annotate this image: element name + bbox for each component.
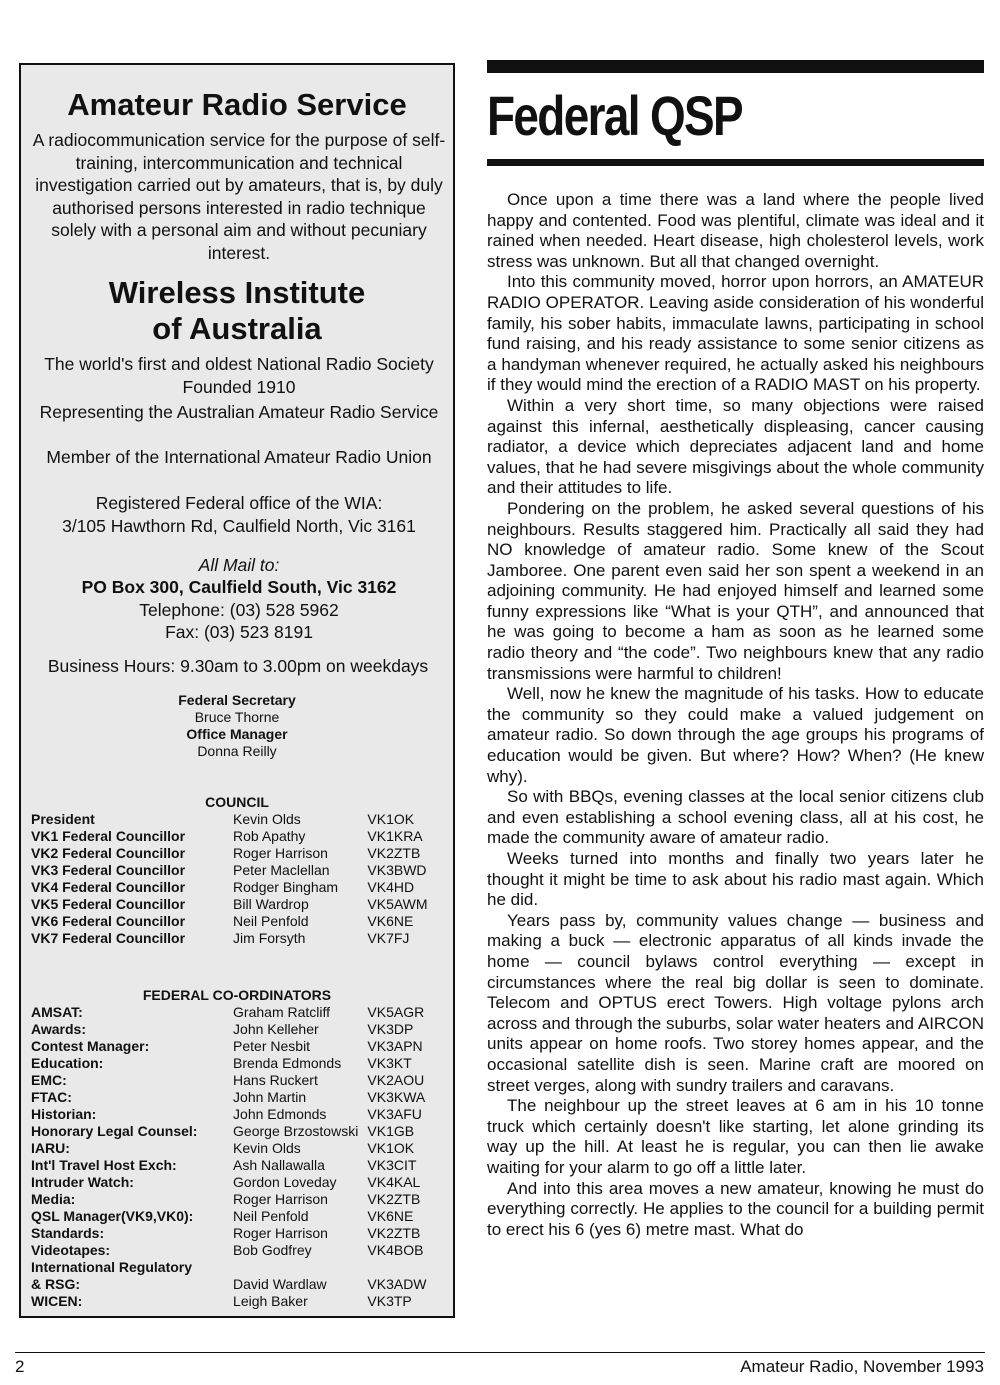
name [233,1259,367,1276]
article-paragraph: Well, now he knew the magnitude of his tasks. How to educate the community so they could make a valued judgement on amateur radio. So down through the age groups his programs of education would be given. But where? How? When? (He knew why). [487,684,984,786]
role: AMSAT: [31,1004,83,1020]
name: Ash Nallawalla [233,1157,325,1173]
article-paragraph: Once upon a time there was a land where the people lived happy and contented. Food was plentiful, climate was ideal and it rained when needed. Heart disease, high cholesterol levels, work stress was unknown. But all that changed overnight. [487,190,984,271]
name: Roger Harrison [233,845,328,861]
wia-member: Member of the International Amateur Radio Union [46,447,432,467]
name: Neil Penfold [233,1208,309,1224]
callsign: VK7FJ [367,930,410,946]
article-paragraph: Weeks turned into months and finally two years later he thought it might be time to ask about his radio mast again. Which he did. [487,849,984,910]
registered-office-label: Registered Federal office of the WIA: [95,493,383,513]
name: Roger Harrison [233,1225,328,1241]
callsign: VK4BOB [367,1242,424,1258]
callsign: VK4HD [367,879,415,895]
role: Videotapes: [31,1242,111,1258]
office-manager-label: Office Manager [186,726,288,742]
service-title: Amateur Radio Service [67,87,407,122]
business-hours: Business Hours: 9.30am to 3.00pm on weekdays [47,656,429,676]
coordinator-row [31,1157,447,1174]
role: IARU: [31,1140,70,1156]
role: Honorary Legal Counsel: [31,1123,198,1139]
coordinators-list [31,1004,447,1310]
callsign: VK3AFU [367,1106,422,1122]
role: VK6 Federal Councillor [31,913,186,929]
title-rule-bottom [487,159,984,166]
name: Kevin Olds [233,811,301,827]
role: Standards: [31,1225,105,1241]
council-row [31,862,447,879]
callsign: VK2ZTB [367,1191,421,1207]
coordinator-row [31,1021,447,1038]
council-row [31,879,447,896]
role: Media: [31,1191,76,1207]
office-address: 3/105 Hawthorn Rd, Caulfield North, Vic 3161 [62,516,416,536]
callsign: VK3CIT [367,1157,417,1173]
name: Leigh Baker [233,1293,308,1309]
name: Rob Apathy [233,828,306,844]
name: Neil Penfold [233,913,309,929]
callsign: VK5AWM [367,896,428,912]
name: John Martin [233,1089,307,1105]
council-row [31,930,447,947]
federal-secretary-name: Bruce Thorne [194,709,280,725]
po-box: PO Box 300, Caulfield South, Vic 3162 [81,577,397,597]
role: VK7 Federal Councillor [31,930,186,946]
staff-list [21,692,453,760]
coordinator-row [31,1208,447,1225]
coordinator-row [31,1259,447,1276]
coordinator-row [31,1293,447,1310]
title-rule-top [487,60,984,73]
article-paragraph: The neighbour up the street leaves at 6 am in his 10 tonne truck which certainly doesn't like starting, let alone grinding its way up the hill. At least he is regular, you can then lie awake waiting for your alarm to go off a little later. [487,1096,984,1177]
callsign: VK3BWD [367,862,427,878]
coordinator-row [31,1174,447,1191]
coordinator-row [31,1242,447,1259]
role: Intruder Watch: [31,1174,134,1190]
role: Int'l Travel Host Exch: [31,1157,177,1173]
callsign: VK2ZTB [367,845,421,861]
wia-title [21,275,453,347]
article-paragraph: Years pass by, community values change — business and making a buck — electronic apparatus of all kinds invade the home — council bylaws control everything — except in circumstances where the real big dollar is seen to dominate. Telecom and OPTUS erect Towers. High voltage pylons arch across and through the suburbs, solar water heaters and AIRCON units appear on home roofs. Two storey homes appear, and the occasional satellite dish is seen. Marine craft are moored on street verges, along with sundry trailers and caravans. [487,910,984,1095]
coordinator-row [31,1276,447,1293]
coordinator-row [31,1140,447,1157]
article-paragraph: And into this area moves a new amateur, knowing he must do everything correctly. He applies to the council for a building permit to erect his 6 (yes 6) metre mast. What do [487,1178,984,1239]
coordinator-row [31,1225,447,1242]
footer-rule [15,1352,985,1353]
name: Graham Ratcliff [233,1004,331,1020]
telephone: Telephone: (03) 528 5962 [139,600,339,620]
callsign: VK3ADW [367,1276,427,1292]
role: QSL Manager(VK9,VK0): [31,1208,194,1224]
name: John Edmonds [233,1106,327,1122]
role: President [31,811,95,827]
coordinator-row [31,1004,447,1021]
role: Historian: [31,1106,97,1122]
callsign [367,1259,447,1276]
fax: Fax: (03) 523 8191 [165,622,313,642]
callsign: VK1OK [367,1140,415,1156]
callsign: VK3KWA [367,1089,426,1105]
council-row [31,913,447,930]
name: Roger Harrison [233,1191,328,1207]
role: VK4 Federal Councillor [31,879,186,895]
wia-founded: The world's first and oldest National Radio Society Founded 1910 [44,354,434,397]
callsign: VK2AOU [367,1072,425,1088]
role: WICEN: [31,1293,83,1309]
role: VK5 Federal Councillor [31,896,186,912]
council-row [31,896,447,913]
coordinator-row [31,1055,447,1072]
wia-title-line2: of Australia [152,311,322,346]
callsign: VK3TP [367,1293,412,1309]
coordinator-row [31,1072,447,1089]
service-description: A radiocommunication service for the purpose of self-training, intercommunication and technical investigation carried out by amateurs, that is, by duly authorised persons interested in radio technique solely with a personal aim and without pecuniary interest. [32,130,446,263]
callsign: VK3DP [367,1021,414,1037]
article-paragraph: So with BBQs, evening classes at the local senior citizens club and even establishing a school evening class, all at his cost, he made the community aware of amateur radio. [487,787,984,848]
article-paragraph: Pondering on the problem, he asked several questions of his neighbours. Results staggered him. Practically all said they had NO knowledge of amateur radio. Some knew of the Scout Jamboree. One parent even said her son spent a weekend in an adjoining community. He had enjoyed himself and learned some funny expressions like “What is your QTH”, and announced that he was going to become a ham as soon as he learned some radio theory and “the code”. Two neighbours knew that any radio transmissions were harmful to children! [487,498,984,683]
callsign: VK1OK [367,811,415,827]
article-title: Federal QSP [487,84,743,147]
callsign: VK2ZTB [367,1225,421,1241]
name: Brenda Edmonds [233,1055,342,1071]
name: Bill Wardrop [233,896,309,912]
name: George Brzostowski [233,1123,359,1139]
role: FTAC: [31,1089,72,1105]
name: Peter Maclellan [233,862,330,878]
council-row [31,845,447,862]
callsign: VK3KT [367,1055,412,1071]
role: Awards: [31,1021,86,1037]
article-paragraph: Into this community moved, horror upon horrors, an AMATEUR RADIO OPERATOR. Leaving aside consideration of his wonderful family, his sober habits, immaculate lawns, participating in school fund raising, and his ready assistance to some senior citizens as a handyman whenever required, he actually asked his neighbours if they would mind the erection of a RADIO MAST on his property. [487,272,984,395]
wia-representing: Representing the Australian Amateur Radio Service [39,402,439,422]
coordinator-row [31,1038,447,1055]
role: VK2 Federal Councillor [31,845,186,861]
name: Hans Ruckert [233,1072,318,1088]
role: VK1 Federal Councillor [31,828,186,844]
name: Bob Godfrey [233,1242,312,1258]
coordinator-row [31,1089,447,1106]
council-row [31,811,447,828]
role: Contest Manager: [31,1038,150,1054]
name: John Kelleher [233,1021,319,1037]
name: Rodger Bingham [233,879,339,895]
callsign: VK6NE [367,913,414,929]
callsign: VK1KRA [367,828,423,844]
article-body [487,190,984,1240]
role: EMC: [31,1072,67,1088]
page-number: 2 [15,1357,25,1376]
article-paragraph: Within a very short time, so many objections were raised against this infernal, aesthetically displeasing, cancer causing radiator, a device which depreciates adjacent land and home values, that he had severe misgivings about the whole community and their attitudes to life. [487,395,984,498]
callsign: VK6NE [367,1208,414,1224]
role: International Regulatory [31,1259,193,1275]
council-heading: COUNCIL [205,794,269,810]
callsign: VK1GB [367,1123,415,1139]
role: Education: [31,1055,104,1071]
office-manager-name: Donna Reilly [197,743,277,759]
callsign: VK4KAL [367,1174,421,1190]
coordinators-heading: FEDERAL CO-ORDINATORS [142,987,332,1003]
mail-label: All Mail to: [198,555,280,575]
name: Jim Forsyth [233,930,306,946]
service-info-box [19,63,455,1318]
coordinator-row [31,1123,447,1140]
callsign: VK3APN [367,1038,423,1054]
wia-title-line1: Wireless Institute [108,275,366,310]
council-list [31,811,447,947]
name: Gordon Loveday [233,1174,337,1190]
name: Kevin Olds [233,1140,301,1156]
coordinator-row [31,1191,447,1208]
role: & RSG: [31,1276,80,1292]
name: David Wardlaw [233,1276,327,1292]
name: Peter Nesbit [233,1038,311,1054]
callsign: VK5AGR [367,1004,425,1020]
publication-line: Amateur Radio, November 1993 [740,1357,984,1376]
council-row [31,828,447,845]
coordinator-row [31,1106,447,1123]
role: VK3 Federal Councillor [31,862,186,878]
federal-secretary-label: Federal Secretary [178,692,296,708]
